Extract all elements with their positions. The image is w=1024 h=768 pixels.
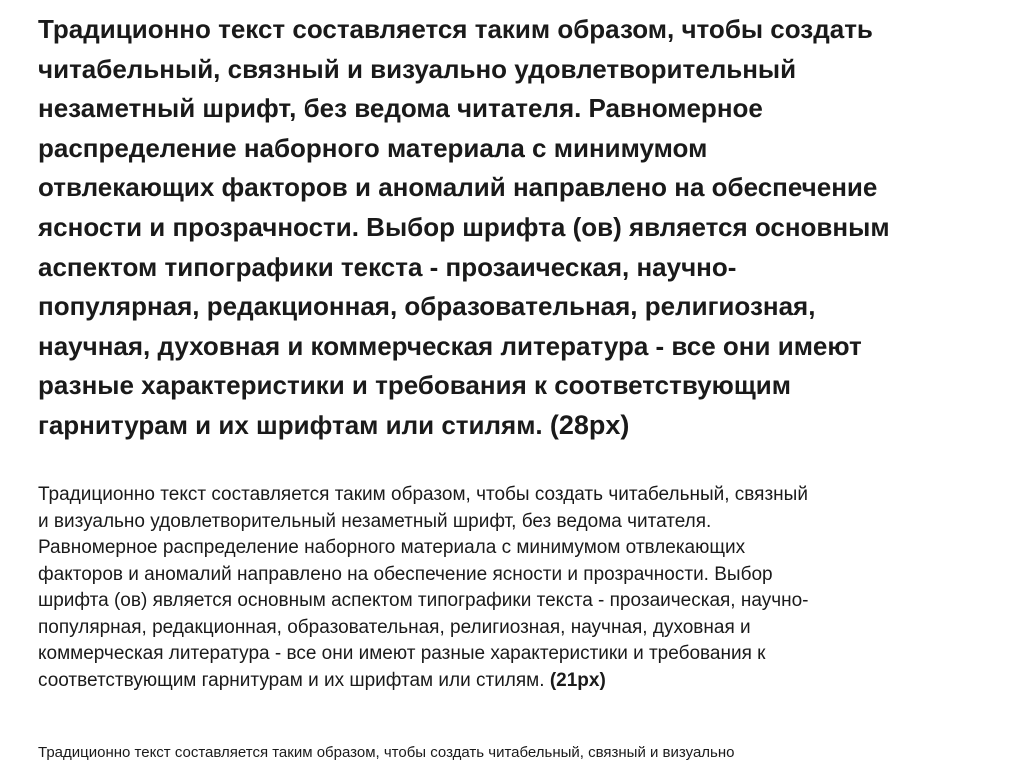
text-line: ясности и прозрачности. Выбор шрифта (ов) является основным (38, 211, 890, 242)
text-line: научная, духовная и коммерческая литература - все они имеют (38, 330, 862, 361)
text-line: незаметный шрифт, без ведома читателя. Равномерное (38, 93, 763, 124)
text-line-content: гарнитурам и их шрифтам или стилям. (38, 409, 543, 440)
text-line (38, 406, 890, 446)
text-line: и визуально удовлетворительный незаметный шрифт, без ведома читателя. (38, 510, 712, 532)
text-line: аспектом типографики текста - прозаическая, научно- (38, 251, 737, 282)
text-line: Традиционно текст составляется таким образом, чтобы создать читабельный, связный и визуально (38, 744, 735, 761)
text-line: Традиционно текст составляется таким образом, чтобы создать читабельный, связный (38, 484, 808, 505)
specimen-28px (38, 10, 890, 446)
specimen-16px (38, 742, 734, 764)
text-line: Традиционно текст составляется таким образом, чтобы создать (38, 14, 873, 44)
specimen-21px (38, 482, 808, 694)
text-line (38, 668, 808, 695)
text-line-content: соответствующим гарнитурам и их шрифтам или стилям. (38, 669, 545, 691)
text-line: шрифта (ов) является основным аспектом типографики текста - прозаическая, научно- (38, 590, 809, 611)
text-line: отвлекающих факторов и аномалий направлено на обеспечение (38, 172, 878, 203)
text-line: популярная, редакционная, образовательная, религиозная, научная, духовная и (38, 616, 751, 638)
text-line: Равномерное распределение наборного материала с минимумом отвлекающих (38, 537, 746, 558)
size-label: (28px) (549, 409, 630, 440)
text-line: факторов и аномалий направлено на обеспечение ясности и прозрачности. Выбор (38, 563, 773, 585)
text-line: коммерческая литература - все они имеют разные характеристики и требования к (38, 643, 766, 664)
text-line: читабельный, связный и визуально удовлетворительный (38, 53, 797, 84)
text-line: популярная, редакционная, образовательная, религиозная, (38, 291, 816, 322)
size-label: (21px) (549, 669, 606, 691)
text-line: распределение наборного материала с минимумом (38, 132, 708, 163)
text-line: разные характеристики и требования к соответствующим (38, 370, 792, 401)
